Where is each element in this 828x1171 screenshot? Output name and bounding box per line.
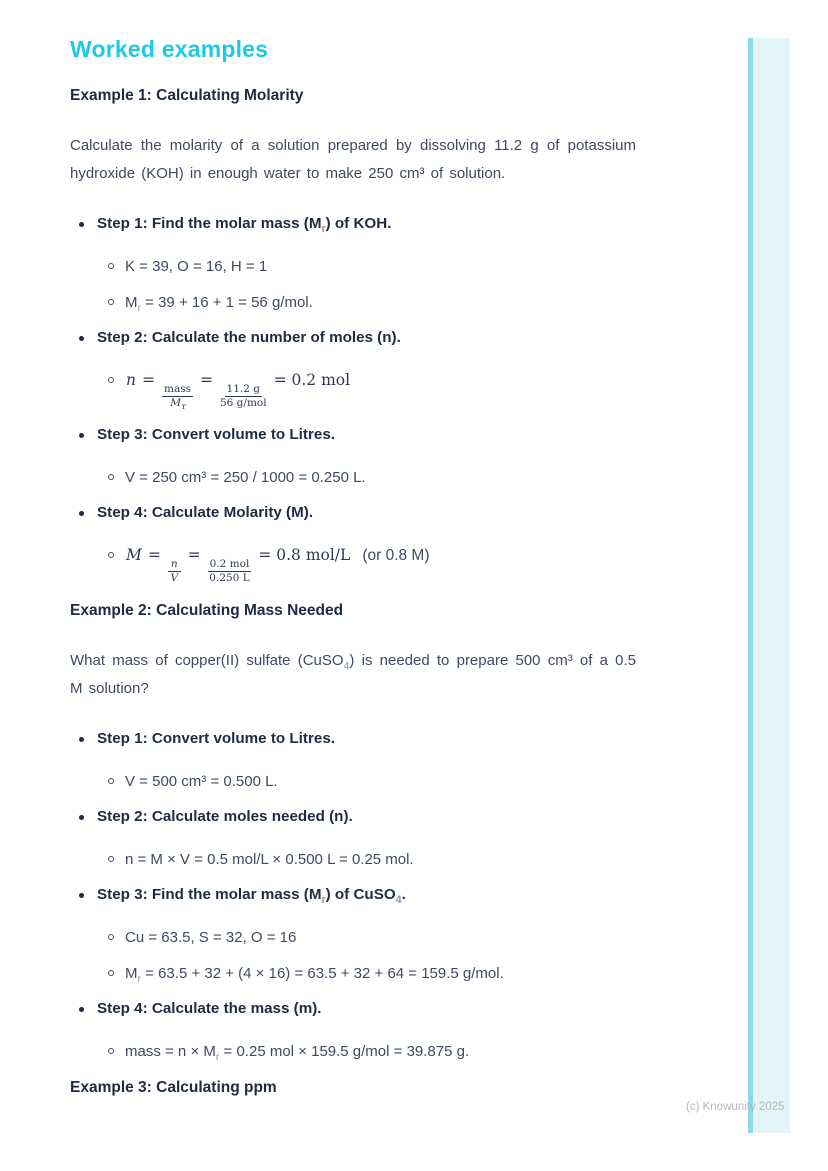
math-variable: M (170, 396, 181, 409)
sub-item-text (125, 293, 313, 312)
sub-text: M (125, 965, 138, 983)
example-1-step-3-group (70, 426, 636, 487)
sub-item (70, 1042, 636, 1064)
example-2-step-3-group (70, 886, 636, 986)
example-1-intro: Calculate the molarity of a solution prepared by dissolving 11.2 g of potassium hydroxide (KOH) in enough water to make 250 cm³ of solution. (70, 137, 636, 182)
circle-marker (108, 552, 114, 558)
sub-item-text (125, 964, 504, 986)
circle-marker (108, 856, 114, 862)
sub-item (70, 928, 636, 947)
sub-item (70, 468, 636, 487)
fraction-numerator (168, 558, 181, 572)
step-heading (70, 730, 636, 748)
sub-item (70, 293, 636, 312)
fraction (220, 383, 267, 409)
step-heading-text (97, 215, 392, 236)
intro-text: What mass of copper(II) sulfate (CuSO (70, 652, 344, 670)
fraction-denominator: 56 g/mol (219, 396, 267, 409)
example-1-step-1-group (70, 215, 636, 312)
bullet-marker (79, 511, 84, 516)
sub-item-text: K = 39, O = 16, H = 1 (125, 258, 268, 275)
example-2-step-1-group (70, 730, 636, 791)
fraction-numerator: mass (163, 383, 191, 395)
step-heading (70, 426, 636, 444)
result-note: (or 0.8 M) (362, 547, 430, 565)
equals-sign: = (187, 546, 201, 565)
step-text: . (401, 886, 406, 904)
step-heading-text: Step 2: Calculate moles needed (n). (97, 808, 353, 826)
equals-sign: = (147, 546, 161, 565)
example-1-step-2-group (70, 329, 636, 409)
step-heading-text: Step 1: Convert volume to Litres. (97, 730, 335, 748)
fraction-denominator (169, 572, 179, 585)
sub-item-text: Cu = 63.5, S = 32, O = 16 (125, 929, 297, 947)
fraction-denominator (169, 397, 186, 410)
bullet-marker (79, 433, 84, 438)
sub-item (70, 850, 636, 869)
math-variable: n (170, 558, 178, 571)
circle-marker (108, 263, 114, 269)
example-2-heading: Example 2: Calculating Mass Needed (70, 602, 344, 620)
right-accent-stripe (748, 38, 790, 1133)
sub-text: mass = n × M (125, 1043, 216, 1061)
sub-item-text: V = 250 cm³ = 250 / 1000 = 0.250 L. (125, 469, 366, 487)
equals-sign: = (141, 371, 155, 389)
step-heading-text (97, 886, 406, 907)
math-line (125, 546, 430, 584)
step-heading (70, 329, 636, 347)
page-title: Worked examples (70, 36, 269, 62)
subscript-r: r (137, 302, 141, 314)
sub-text: M (125, 294, 138, 311)
sub-item-text: V = 500 cm³ = 0.500 L. (125, 773, 278, 791)
subscript-r: r (321, 894, 326, 907)
sub-item (70, 257, 636, 276)
step-heading (70, 1000, 636, 1018)
step-text: Step 1: Find the molar mass (M (97, 215, 322, 232)
step-heading-text: Step 3: Convert volume to Litres. (97, 426, 335, 444)
fraction (162, 383, 193, 409)
bullet-marker (79, 222, 84, 227)
step-text: Step 3: Find the molar mass (M (97, 886, 322, 904)
sub-text: = 63.5 + 32 + (4 × 16) = 63.5 + 32 + 64 = 159.5 g/mol. (141, 965, 504, 983)
bullet-marker (79, 737, 84, 742)
example-3-heading: Example 3: Calculating ppm (70, 1079, 277, 1097)
step-heading-text: Step 4: Calculate the mass (m). (97, 1000, 322, 1018)
circle-marker (108, 778, 114, 784)
subscript-r: r (181, 401, 186, 411)
circle-marker (108, 934, 114, 940)
sub-item (70, 772, 636, 791)
math-variable: M (126, 546, 142, 565)
subscript-4: 4 (395, 894, 402, 907)
bullet-marker (79, 336, 84, 341)
formula-moles (70, 371, 636, 409)
fraction (208, 558, 252, 584)
math-result: = 0.8 mol/L (258, 546, 351, 565)
circle-marker (108, 377, 114, 383)
step-heading-text: Step 4: Calculate Molarity (M). (97, 504, 314, 522)
formula-molarity (70, 546, 636, 584)
step-heading (70, 215, 636, 236)
circle-marker (108, 474, 114, 480)
circle-marker (108, 1048, 114, 1054)
step-heading (70, 808, 636, 826)
example-2-step-2-group (70, 808, 636, 869)
subscript-r: r (137, 973, 141, 986)
subscript-4: 4 (343, 660, 350, 673)
document-content (70, 36, 636, 1097)
circle-marker (108, 299, 114, 305)
example-1-step-4-group (70, 504, 636, 584)
fraction-numerator: 11.2 g (226, 383, 260, 395)
bullet-marker (79, 893, 84, 898)
step-heading (70, 886, 636, 907)
sub-text: = 39 + 16 + 1 = 56 g/mol. (141, 294, 313, 311)
example-2-step-4-group (70, 1000, 636, 1064)
step-heading-text: Step 2: Calculate the number of moles (n). (97, 329, 401, 346)
fraction-numerator: 0.2 mol (209, 558, 250, 571)
bullet-marker (79, 815, 84, 820)
math-variable: V (170, 571, 179, 584)
math-line (125, 371, 355, 409)
subscript-r: r (321, 223, 326, 236)
bullet-marker (79, 1007, 84, 1012)
step-text: ) of KOH. (325, 215, 392, 232)
intro-text: ) is needed to prepare 500 cm³ of a 0.5 M solution? (70, 652, 637, 697)
equals-sign: = (199, 371, 213, 389)
circle-marker (108, 970, 114, 976)
math-variable: n (126, 371, 136, 389)
copyright-watermark: (c) Knowunity 2025 (686, 1101, 785, 1113)
math-result: = 0.2 mol (273, 371, 351, 389)
step-heading (70, 504, 636, 522)
fraction-denominator: 0.250 L (209, 571, 250, 584)
sub-item-text (125, 1042, 470, 1064)
sub-item-text: n = M × V = 0.5 mol/L × 0.500 L = 0.25 mol. (125, 851, 414, 869)
step-text: ) of CuSO (325, 886, 396, 904)
example-2-intro (70, 647, 636, 702)
sub-item (70, 964, 636, 986)
fraction (168, 558, 181, 584)
sub-text: = 0.25 mol × 159.5 g/mol = 39.875 g. (219, 1043, 470, 1061)
subscript-r: r (215, 1051, 220, 1064)
example-1-heading: Example 1: Calculating Molarity (70, 87, 304, 104)
